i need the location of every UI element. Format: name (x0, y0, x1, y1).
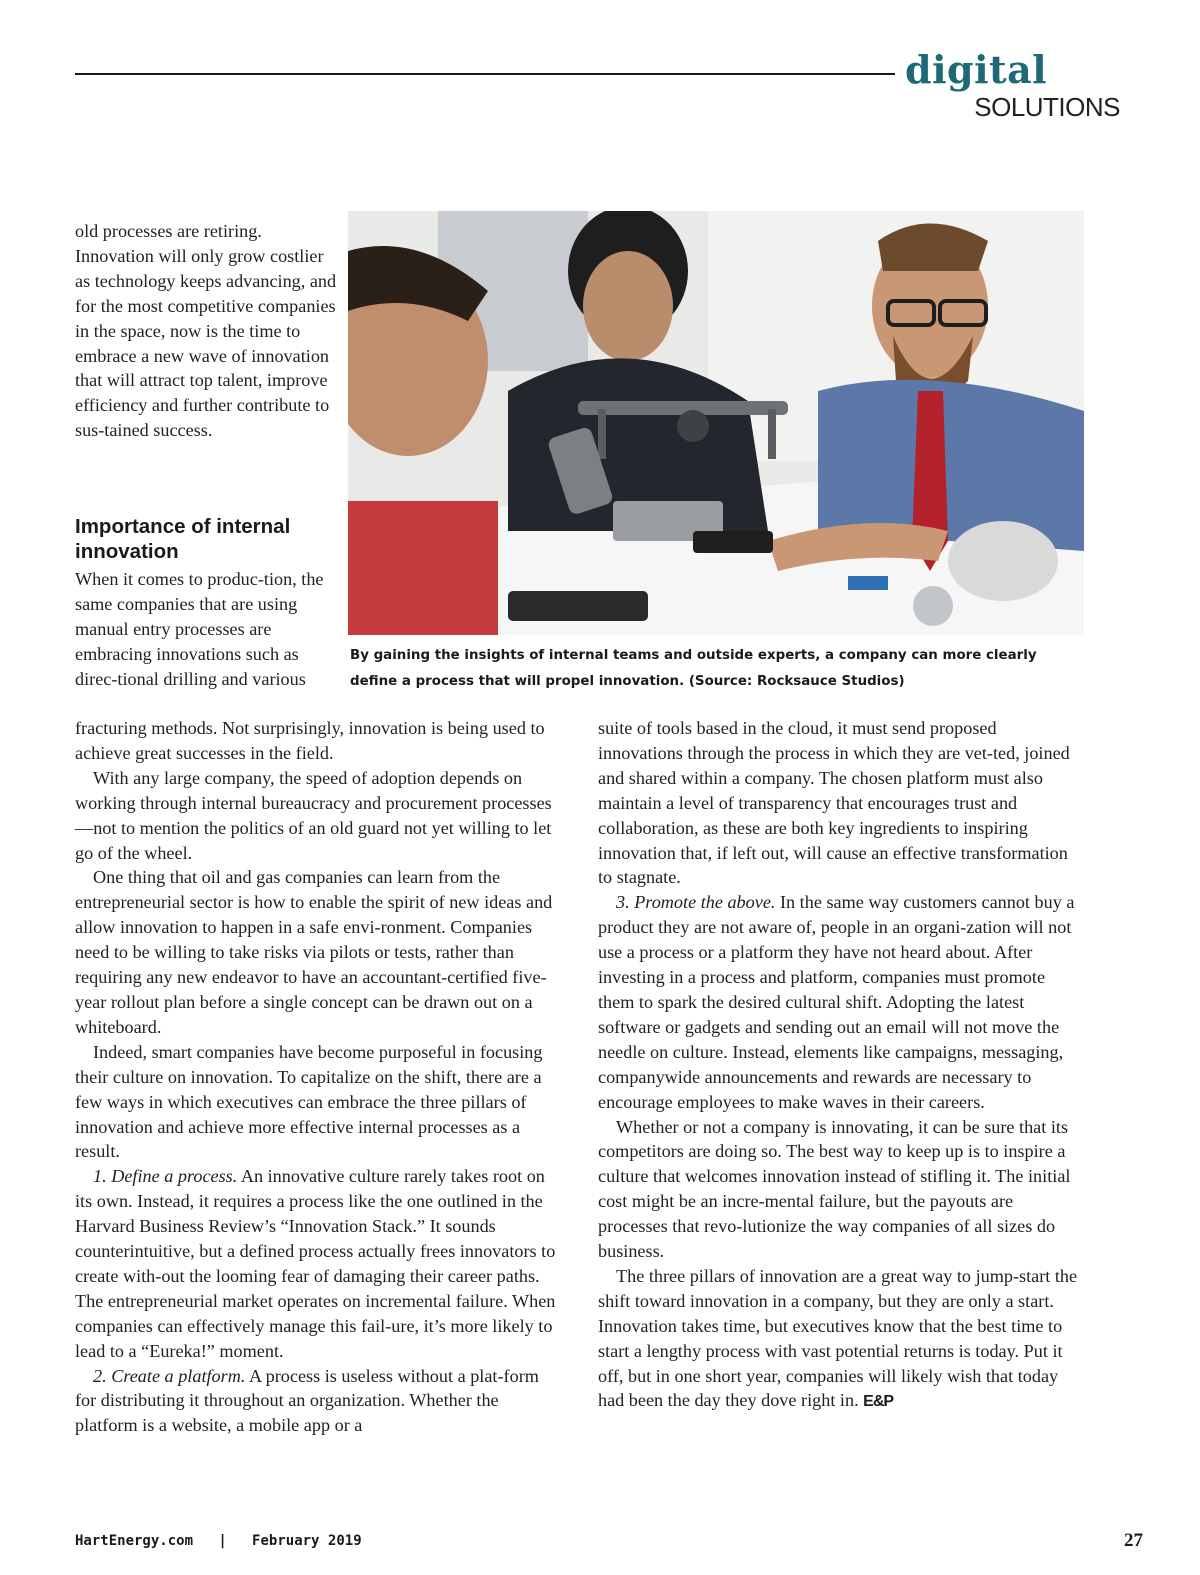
point-2-text: A process is useless without a plat-form for distributing it throughout an organization. Whether the platform is a website, a mobile app or a (75, 1365, 539, 1436)
section-subtitle: SOLUTIONS (974, 92, 1120, 122)
article-column-left (75, 716, 560, 1438)
footer-issue: February 2019 (252, 1533, 362, 1549)
blue-object (848, 576, 888, 590)
drone-camera (677, 410, 709, 442)
paragraph-2: With any large company, the speed of adoption depends on working through internal bureaucracy and procurement processes—not to mention the politics of an old guard not yet willing to let go of the wheel. (75, 767, 552, 863)
photo-illustration (348, 211, 1084, 635)
column-2-paragraph-4 (598, 1264, 1085, 1415)
point-1-label: 1. Define a process. (93, 1166, 238, 1187)
phone-on-table (693, 531, 773, 553)
page-number: 27 (1124, 1530, 1143, 1551)
vr-headset (948, 521, 1058, 601)
footer-credit (75, 1533, 362, 1549)
person-left-shirt (348, 501, 498, 635)
section-title: digital (905, 47, 1048, 92)
paragraph-3: One thing that oil and gas companies can learn from the entrepreneurial sector is how to enable the spirit of new ideas and allow innovation to happen in a safe envi-ronment. Companies need to be willing to take risks via pilots or tests, rather than requiring any new endeavor to have an accountant-certified five-year rollout plan before a single concept can be drawn out on a whiteboard. (75, 867, 553, 1037)
point-promote (598, 890, 1085, 1114)
drone-arm-left (598, 409, 606, 459)
footer-separator: | (218, 1533, 227, 1549)
intro-paragraph: old processes are retiring. Innovation will only grow costlier as technology keeps advancing, and for the most competitive companies in the space, now is the time to embrace a new wave of innovation that will attract top talent, improve efficiency and further contribute to sus-tained success. (75, 221, 337, 441)
tablet (508, 591, 648, 621)
paragraph-1-continued: fracturing methods. Not surprisingly, innovation is being used to achieve great successes in the field. (75, 718, 545, 763)
header-rule (75, 73, 895, 75)
point-3-label: 3. Promote the above. (616, 892, 776, 913)
drone-arm-right (768, 409, 776, 459)
point-2-label: 2. Create a platform. (93, 1365, 246, 1386)
point-1-text: An innovative culture rarely takes root on its own. Instead, it requires a process like the one outlined in the Harvard Business Review’s “Innovation Stack.” It sounds counterintuitive, but a defined process actually frees innovators to create with-out the looming fear of damaging their career paths. The entrepreneurial market operates on incremental failure. When companies can effectively manage this fail-ure, it’s more likely to lead to a “Eureka!” moment. (75, 1166, 556, 1361)
closing-text: The three pillars of innovation are a great way to jump-start the shift toward innovation in a company, but they are only a start. Innovation takes time, but executives know that the best time to start a lengthy process with vast potential returns is today. Put it off, but in one short year, companies will likely wish that today had been the day they dove right in. (598, 1265, 1078, 1411)
small-device (913, 586, 953, 626)
section-heading: Importance of internal innovation (75, 515, 291, 563)
column-2-paragraph-3: Whether or not a company is innovating, it can be sure that its competitors are doing so. The best way to keep up is to inspire a culture that welcomes innovation instead of stifling it. The initial cost might be an incre-mental failure, but the payouts are processes that revo-lutionize the way companies of all sizes do business. (598, 1116, 1071, 1262)
photo-caption: By gaining the insights of internal teams and outside experts, a company can more clearly define a process that will propel innovation. (Source: Rocksauce Studios) (350, 648, 1037, 689)
article-photo (348, 211, 1084, 635)
paragraph-4: Indeed, smart companies have become purposeful in focusing their culture on innovation. To capitalize on the shift, there are a few ways in which executives can embrace the three pillars of innovation and achieve more effective internal processes as a result. (75, 1041, 543, 1162)
point-define-process (75, 1164, 560, 1363)
point-3-text: In the same way customers cannot buy a product they are not aware of, people in an organi-zation will not use a process or a platform they have not heard about. After investing in a process and platform, companies must promote them to spark the desired cultural shift. Adopting the latest software or gadgets and sending out an email will not move the needle on culture. Instead, elements like campaigns, messaging, companywide announcements and rewards are necessary to encourage employees to make waves in their careers. (598, 892, 1075, 1112)
end-mark-logo: E&P (863, 1393, 894, 1411)
footer-site: HartEnergy.com (75, 1533, 194, 1549)
point-create-platform (75, 1364, 560, 1439)
drone-body (578, 401, 788, 415)
column-2-paragraph-1: suite of tools based in the cloud, it must send proposed innovations through the process in which they are vet-ted, joined and shared within a company. The chosen platform must also maintain a level of transparency that encourages trust and collaboration, as these are both key ingredients to inspiring innovation that, if left out, will cause an effective transformation to stagnate. (598, 718, 1070, 888)
paragraph-1: When it comes to produc-tion, the same companies that are using manual entry processes are embracing innovations such as direc-tional drilling and various (75, 569, 324, 689)
article-column-right (598, 716, 1085, 1415)
person-center-face (583, 251, 673, 361)
